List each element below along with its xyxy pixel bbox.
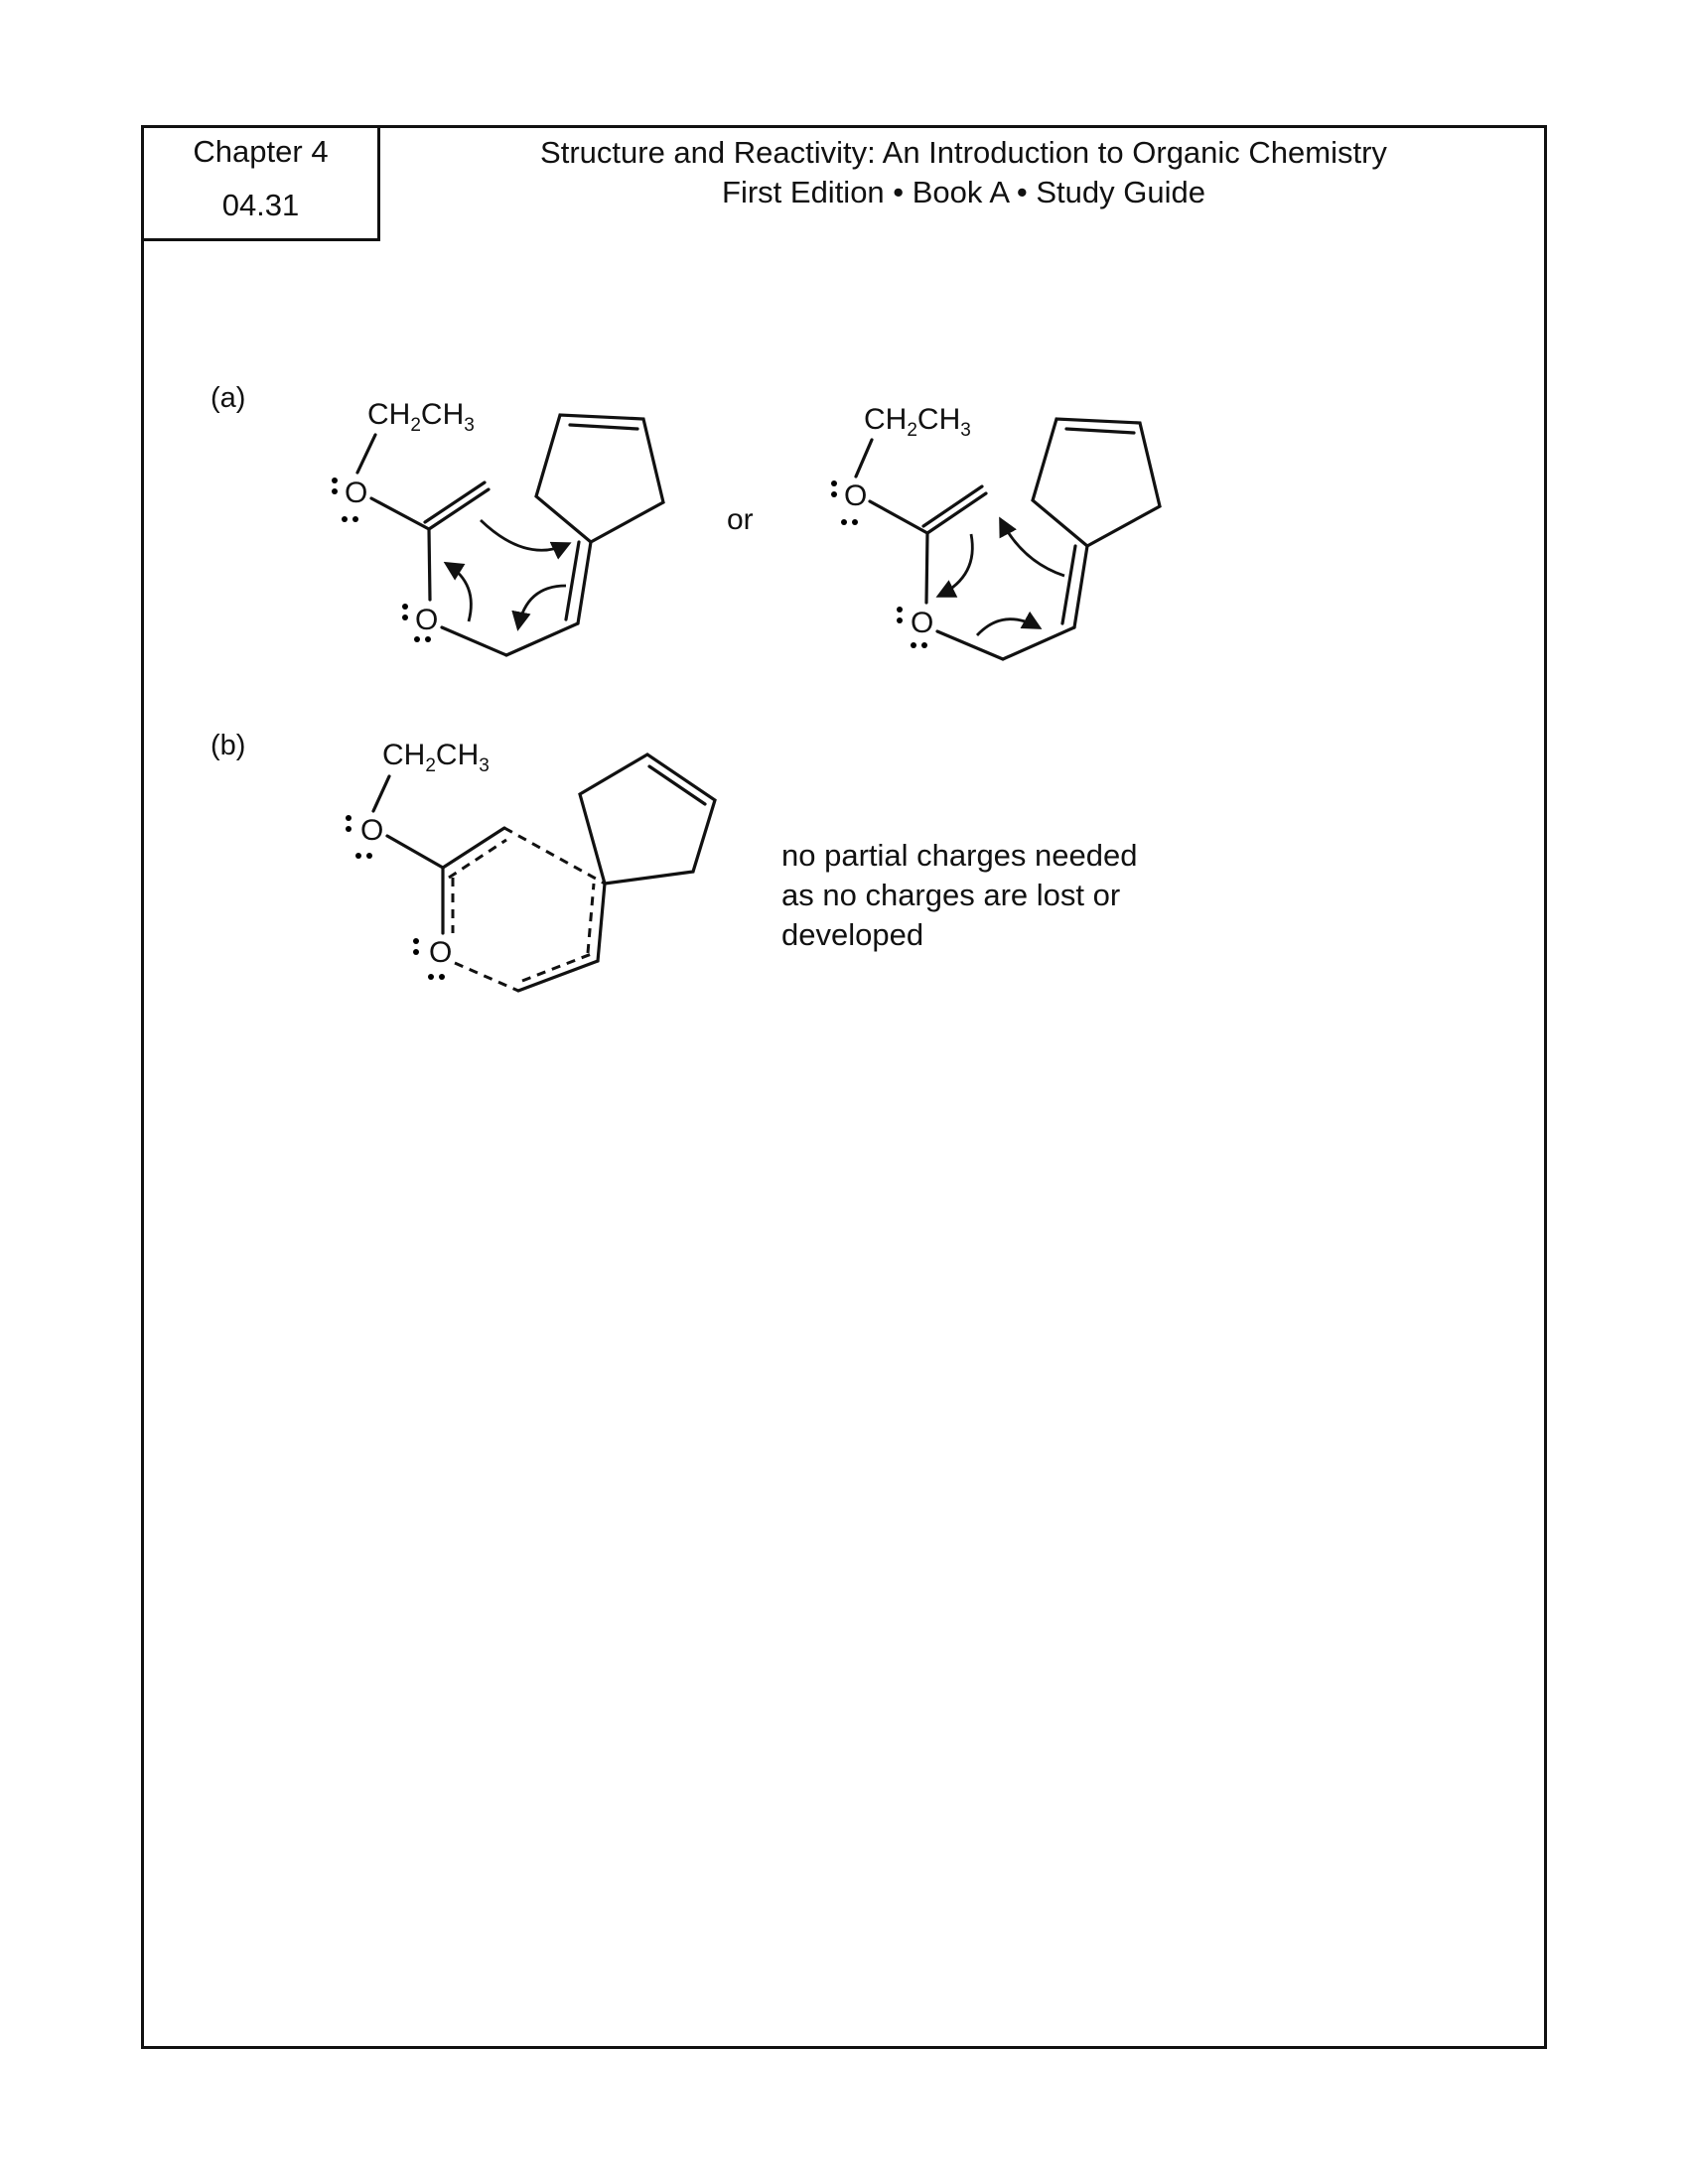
book-title-line2: First Edition • Book A • Study Guide [722,175,1205,209]
or-label: or [727,503,754,536]
oxygen-ring-a2: O [911,607,934,639]
problem-number: 04.31 [221,188,300,222]
oxygen-top-b: O [360,814,384,847]
bonds-b [373,754,715,991]
structure-a2 [831,403,1160,659]
ch2-label-a1: $CH_2CH_3$ [367,398,475,436]
oxygen-top-a1: O [345,477,368,509]
ch2-label-a2: $CH_2CH_3$ [864,403,971,441]
note-line-1: no partial charges needed [781,838,1138,873]
curved-arrows-a1 [447,520,568,627]
structure-a1 [332,398,663,655]
bonds-a2 [856,419,1160,659]
part-b-label: (b) [211,730,246,761]
oxygen-ring-a1: O [415,604,439,636]
book-title-line1: Structure and Reactivity: An Introduction to Organic Chemistry [540,135,1387,170]
chapter-label: Chapter 4 [193,134,329,169]
oxygen-top-a2: O [844,479,868,512]
structure-b [346,739,715,991]
curved-arrows-a2 [939,520,1064,635]
part-a-label: (a) [211,382,246,414]
ch2-label-b: $CH_2CH_3$ [382,739,490,776]
note-line-3: developed [781,917,924,952]
note-line-2: as no charges are lost or [781,878,1121,912]
oxygen-ring-b: O [429,936,453,969]
